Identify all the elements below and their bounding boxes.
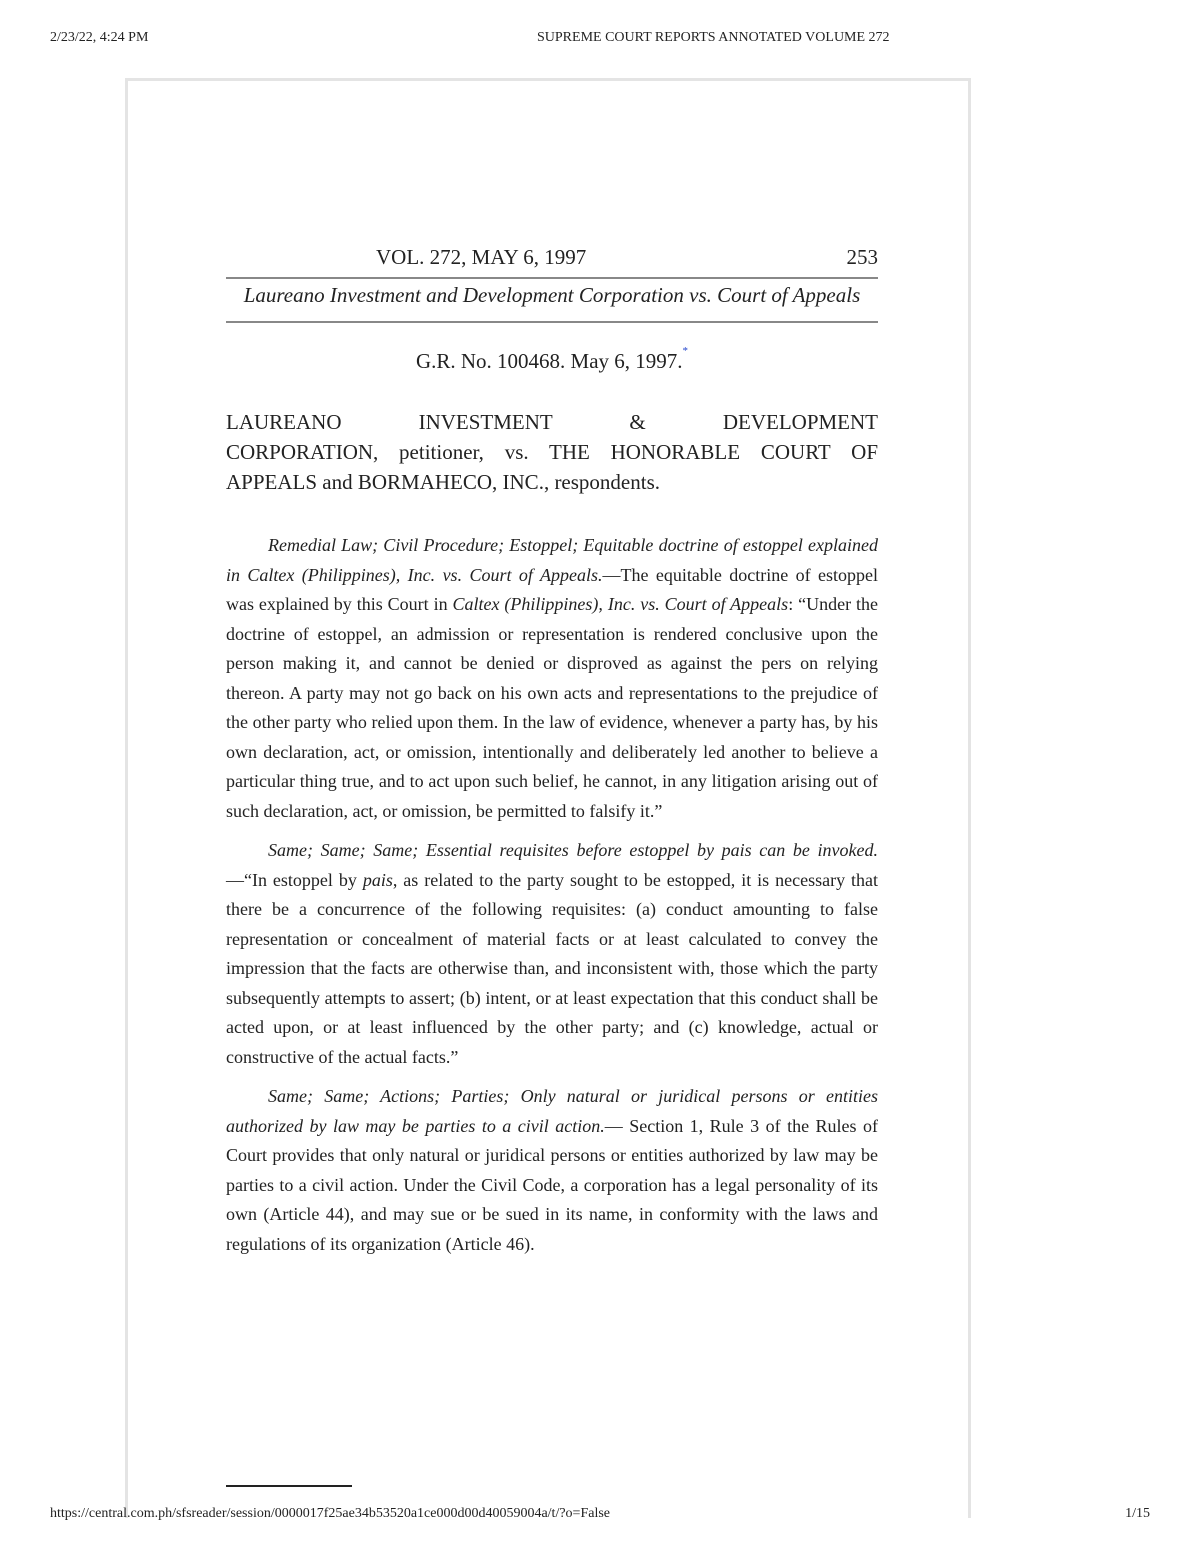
footnote-link[interactable]: * xyxy=(682,345,689,357)
parties xyxy=(226,407,878,497)
print-title: SUPREME COURT REPORTS ANNOTATED VOLUME 272 xyxy=(537,30,890,45)
syllabus-citation: Caltex (Philippines), Inc. vs. Court of Appeals xyxy=(452,594,789,614)
syllabus-text: —The equitable doctrine of estoppel was explained by this Court in xyxy=(226,564,878,614)
syllabus-text: —“In estoppel by xyxy=(226,869,363,890)
case-title: Laureano Investment and Development Corporation vs. Court of Appeals xyxy=(243,283,861,307)
syllabus-citation: pais xyxy=(362,869,393,890)
syllabus-heading: Same; Same; Actions; Parties; Only natural or juridical persons or entities authorized by law may be parties to a civil action. xyxy=(226,1086,878,1136)
parties-rest: CORPORATION, petitioner, vs. THE HONORABLE COURT OF APPEALS and BORMAHECO, INC., respondents. xyxy=(226,440,878,494)
syllabus-text: , as related to the party sought to be estopped, it is necessary that there be a concurrence of the following requisites: (a) conduct amounting to false representation or concealment of material facts or at least calculated to convey the impression that the facts are otherwise than, and inconsistent with, those which the party subsequently attempts to assert; (b) intent, or at least expectation that this conduct shall be acted upon, or at least influenced by the other party; and (c) knowledge, actual or constructive of the actual facts.” xyxy=(226,869,879,1067)
volume-date: VOL. 272, MAY 6, 1997 xyxy=(376,245,587,269)
print-url: https://central.com.ph/sfsreader/session/0000017f25ae34b53520a1ce000d00d40059004a/t/?o=False xyxy=(50,1506,610,1521)
gr-number xyxy=(226,345,878,377)
parties-first-line: LAUREANO INVESTMENT & DEVELOPMENT xyxy=(226,410,878,434)
syllabus-paragraph xyxy=(226,1082,878,1259)
gr-number-text: G.R. No. 100468. May 6, 1997. xyxy=(415,349,683,373)
syllabus-text: — Section 1, Rule 3 of the Rules of Court provides that only natural or juridical persons or entities authorized by law may be parties to a civil action. Under the Civil Code, a corporation has a legal personality of its own (Article 44), and may sue or be sued in its name, in conformity with the laws and regulations of its organization (Article 46). xyxy=(226,1115,879,1254)
document-page xyxy=(125,78,971,1518)
syllabus-paragraph xyxy=(226,836,878,1072)
syllabus xyxy=(226,531,878,1259)
document-content xyxy=(226,241,878,1269)
running-head xyxy=(226,241,878,277)
syllabus-text: : “Under the doctrine of estoppel, an admission or representation is rendered conclusive upon the person making it, and cannot be denied or disproved as against the pers on relying thereon. A party may not go back on his own acts and representations to the prejudice of the other party who relied upon them. In the law of evidence, whenever a party has, by his own declaration, act, or omission, intentionally and deliberately led another to believe a particular thing true, and to act upon such belief, he cannot, in any litigation arising out of such declaration, act, or omission, be permitted to falsify it.” xyxy=(226,594,878,821)
print-page-count: 1/15 xyxy=(1125,1506,1150,1521)
syllabus-heading: Remedial Law; Civil Procedure; Estoppel; Equitable doctrine of estoppel explained in Caltex (Philippines), Inc. vs. Court of Appeals. xyxy=(226,535,878,585)
page-number: 253 xyxy=(846,245,878,269)
print-footer xyxy=(50,1506,1150,1526)
header-rule-bottom xyxy=(226,321,878,323)
print-header xyxy=(50,30,1150,50)
print-date: 2/23/22, 4:24 PM xyxy=(50,30,149,45)
syllabus-heading: Same; Same; Same; Essential requisites before estoppel by pais can be invoked. xyxy=(268,840,878,860)
footnote-rule xyxy=(226,1485,352,1487)
syllabus-paragraph xyxy=(226,531,878,826)
